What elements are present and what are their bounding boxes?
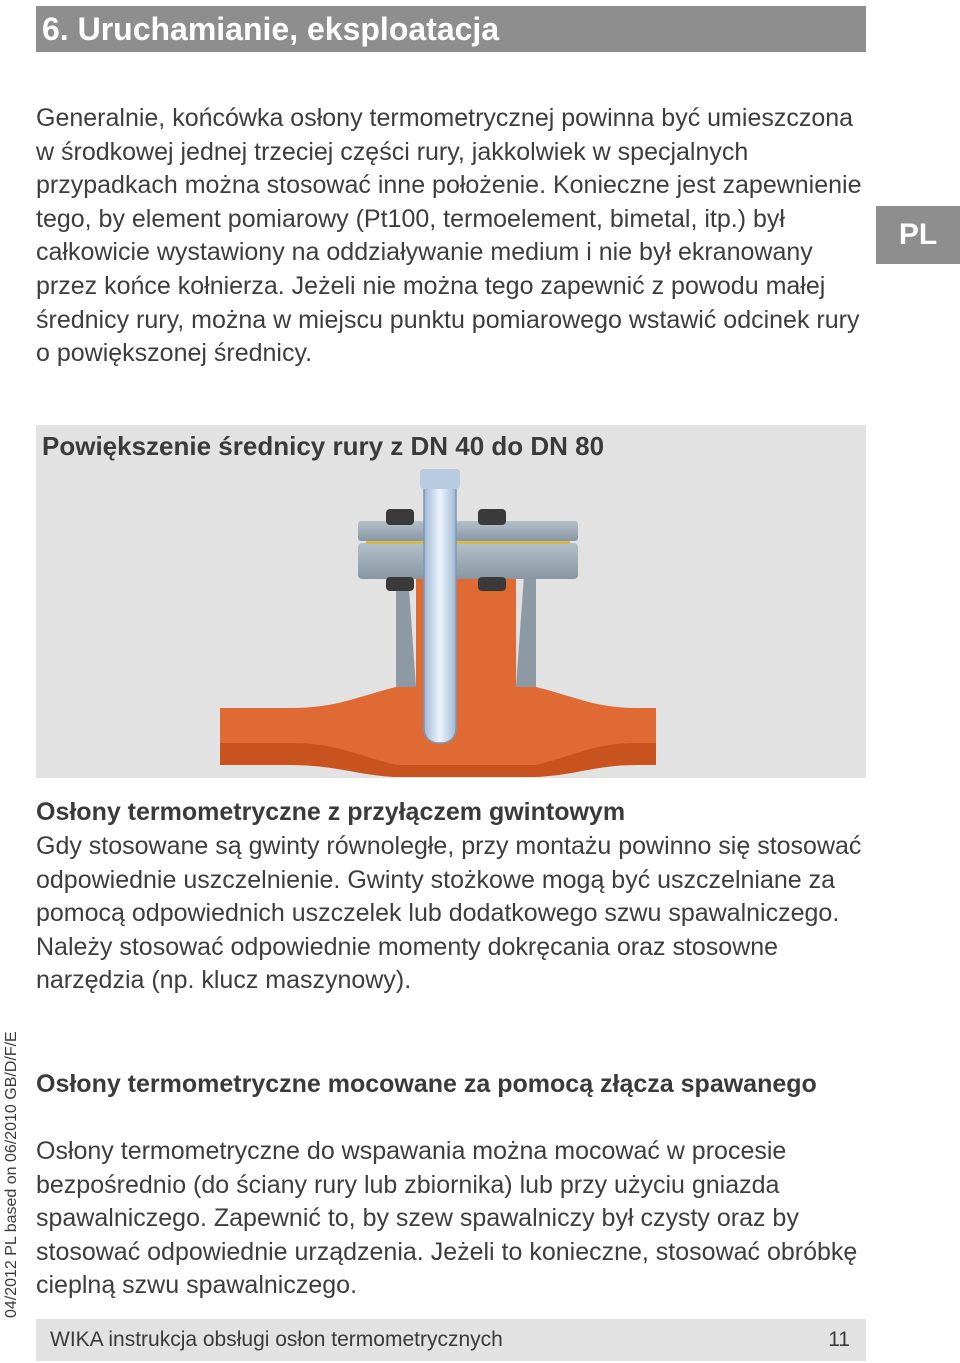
page-number: 11 [828,1328,850,1351]
threaded-section-heading: Osłony termometryczne z przyłączem gwintowym [36,798,626,826]
page-title: 6. Uruchamianie, eksploatacja [42,11,500,47]
nozzle-neck [396,575,416,687]
figure-title: Powiększenie średnicy rury z DN 40 do DN 80 [42,431,605,461]
footer [36,1319,866,1361]
threaded-section-body: Gdy stosowane są gwinty równoległe, przy montażu powinno się stosować odpowiednie uszczelnienie. Gwinty stożkowe mogą być uszczelniane za pomocą odpowiednich uszczelek lub dodatkowego szwu spawalniczego. Należy stosować odpowiednie momenty dokręcania oraz stosowne narzędzia (np. klucz maszynowy). [36,832,862,995]
welded-section-body: Osłony termometryczne do wspawania można mocować w procesie bezpośrednio (do ściany rury lub zbiornika) lub przy użyciu gniazda spawalniczego. Zapewnić to, by szew spawalniczy był czysty oraz by stosować odpowiednie urządzenia. Jeżeli to konieczne, stosować obróbkę cieplną szwu spawalniczego. [36,1137,858,1300]
section-header [36,6,866,52]
thermowell-head [420,469,460,489]
bolt-right-bottom [478,577,506,591]
figure-box [36,425,866,778]
thermowell [424,475,456,743]
side-code-text: 04/2012 PL based on 06/2010 GB/D/F/E [3,1031,20,1318]
pipe-diagram-illustration [36,425,866,778]
bolt-right [478,509,506,525]
lower-flange [358,543,578,579]
footer-text: WIKA instrukcja obsługi osłon termometrycznych [50,1328,503,1351]
nozzle-neck-right [516,575,536,687]
bolt-left-bottom [386,577,414,591]
bolt-left [386,509,414,525]
intro-paragraph: Generalnie, końcówka osłony termometrycznej powinna być umieszczona w środkowej jednej trzeciej części rury, jakkolwiek w specjalnych przypadkach można stosować inne położenie. Konieczne jest zapewnienie tego, by element pomiarowy (Pt100, termoelement, bimetal, itp.) był całkowicie wystawiony na oddziaływanie medium i nie był ekranowany przez końce kołnierza. Jeżeli nie można tego zapewnić z powodu małej średnicy rury, można w miejscu punktu pomiarowego wstawić odcinek rury o powiększonej średnicy. [36,104,862,368]
language-tab: PL [876,206,960,264]
welded-section-heading: Osłony termometryczne mocowane za pomocą złącza spawanego [36,1070,817,1098]
